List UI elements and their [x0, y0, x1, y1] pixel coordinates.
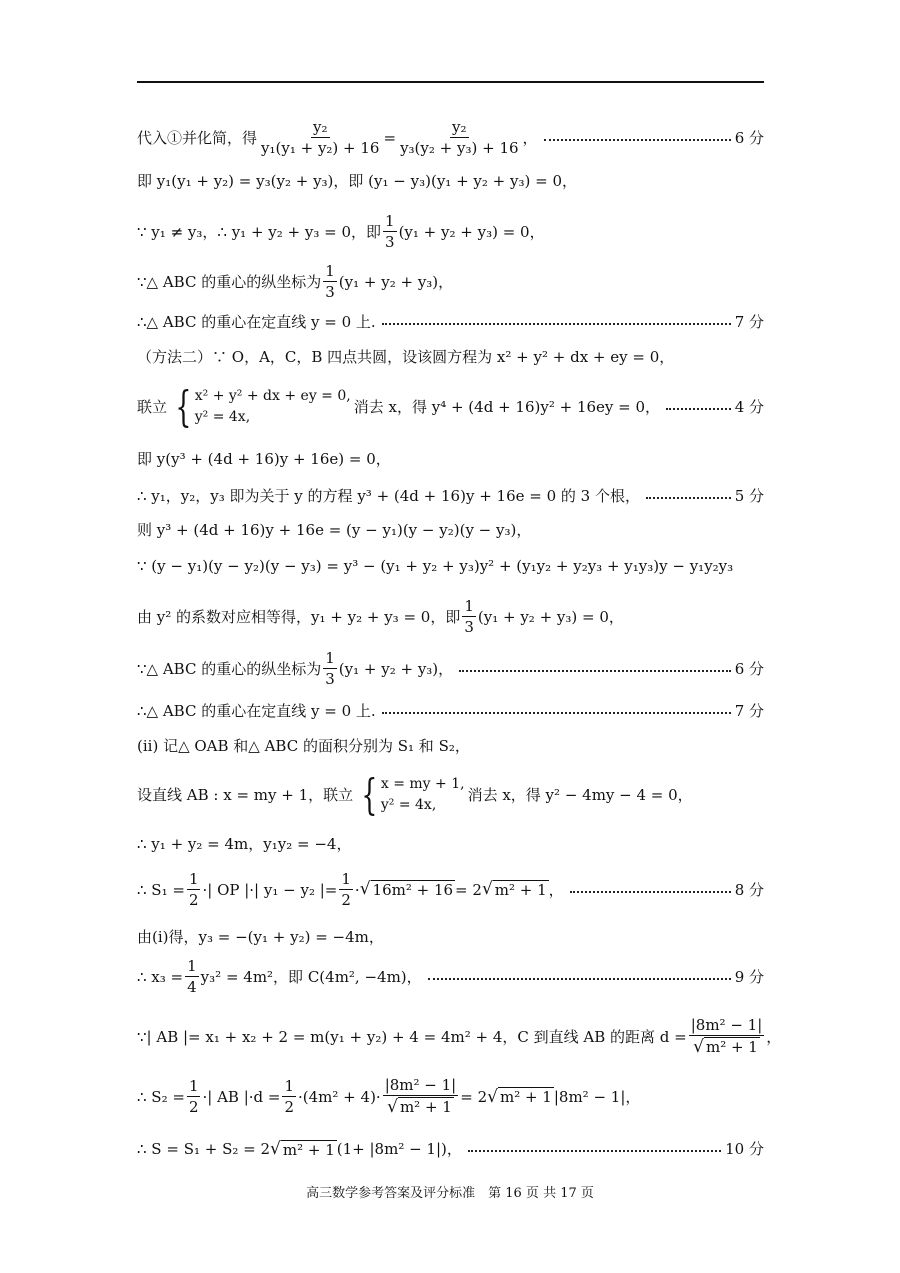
system-row: x = my + 1, — [380, 776, 465, 793]
fraction-one-half — [339, 870, 353, 909]
radical-icon: √ — [387, 1097, 398, 1117]
text-l14: ∴△ ABC 的重心在定直线 y = 0 上. — [137, 702, 376, 720]
line-2 — [137, 172, 764, 190]
dot-leader — [666, 408, 731, 410]
text-l19: 由(i)得，y₃ = −(y₁ + y₂) = −4m， — [137, 928, 384, 946]
text-l7-prefix: 联立 — [137, 398, 168, 416]
frac-num: |8m² − 1| — [690, 1016, 763, 1034]
radical-icon: √ — [270, 1139, 281, 1159]
text-l13a: ∵△ ABC 的重心的纵坐标为 — [137, 659, 322, 678]
fraction-distance — [383, 1076, 459, 1117]
text-l4a: ∵△ ABC 的重心的纵坐标为 — [137, 272, 322, 291]
score-mark: 6 分 — [734, 128, 764, 147]
fraction-f1 — [259, 118, 381, 157]
frac-num: 1 — [385, 212, 395, 230]
text-l22d: = 2 — [460, 1087, 488, 1106]
frac-den: 3 — [464, 618, 474, 636]
radicand: m² + 1 — [494, 881, 547, 899]
line-7 — [137, 382, 764, 431]
text-l18c: · — [354, 880, 360, 899]
text-l21a: ∵| AB |= x₁ + x₂ + 2 = m(y₁ + y₂) + 4 = 4m² + 4，C 到直线 AB 的距离 d = — [137, 1027, 687, 1046]
text-l10: 则 y³ + (4d + 16)y + 16e = (y − y₁)(y − y₂)(y − y₃)， — [137, 521, 532, 539]
brace-icon: { — [175, 382, 192, 431]
radicand: m² + 1 — [282, 1140, 335, 1159]
dot-leader — [382, 712, 731, 714]
radicand: m² + 1 — [499, 1088, 552, 1107]
text-l16-suffix: 消去 x，得 y² − 4my − 4 = 0， — [467, 786, 693, 804]
frac-num: y₂ — [452, 118, 467, 136]
line-10 — [137, 521, 764, 539]
frac-num: |8m² − 1| — [384, 1076, 457, 1094]
text-l9: ∴ y₁，y₂，y₃ 即为关于 y 的方程 y³ + (4d + 16)y + 16e = 0 的 3 个根， — [137, 487, 640, 505]
frac-den: 2 — [284, 1098, 295, 1117]
page-footer: 高三数学参考答案及评分标准 第 16 页 共 17 页 — [306, 1186, 594, 1201]
line-21 — [137, 1016, 782, 1057]
score-mark: 4 分 — [734, 398, 764, 416]
text-l6: （方法二）∵ O，A，C，B 四点共圆，设该圆方程为 x² + y² + dx + ey = 0， — [137, 348, 675, 366]
line-18 — [137, 870, 764, 909]
text-l21b: ， — [766, 1027, 782, 1046]
line-11 — [137, 557, 764, 575]
text-l23b: (1+ |8m² − 1|)， — [336, 1140, 462, 1159]
line-20 — [137, 957, 764, 996]
dot-leader — [382, 323, 731, 325]
text-l18e: ， — [548, 880, 564, 899]
line-1 — [137, 118, 764, 157]
text-l8: 即 y(y³ + (4d + 16)y + 16e) = 0， — [137, 450, 391, 468]
frac-num: y₂ — [313, 118, 328, 136]
frac-num: 1 — [325, 649, 335, 667]
frac-num: 1 — [284, 1077, 295, 1096]
line-12 — [137, 597, 764, 636]
system-row: y² = 4x, — [194, 409, 251, 425]
system-row: y² = 4x, — [380, 797, 437, 813]
frac-num: 1 — [187, 957, 197, 975]
line-13 — [137, 649, 764, 688]
line-15 — [137, 737, 764, 755]
equals-sign: = — [383, 128, 397, 147]
radicand: 16m² + 16 — [372, 881, 454, 899]
text-l17: ∴ y₁ + y₂ = 4m，y₁y₂ = −4， — [137, 835, 352, 853]
dot-leader — [544, 139, 731, 141]
frac-den: y₃(y₂ + y₃) + 16 — [400, 139, 519, 157]
text-l16-prefix: 设直线 AB : x = my + 1，联立 — [137, 786, 354, 804]
text-l11: ∵ (y − y₁)(y − y₂)(y − y₃) = y³ − (y₁ + y₂ + y₃)y² + (y₁y₂ + y₂y₃ + y₁y₃)y − y₁y₂y₃ — [137, 557, 734, 575]
score-mark: 7 分 — [734, 702, 764, 720]
system-row: x² + y² + dx + ey = 0, — [194, 388, 351, 405]
text-l1-prefix: 代入①并化简，得 — [137, 128, 258, 147]
dot-leader — [646, 497, 731, 499]
line-14 — [137, 702, 764, 720]
text-l20a: ∴ x₃ = — [137, 967, 184, 986]
dot-leader — [428, 978, 731, 980]
score-mark: 5 分 — [734, 487, 764, 505]
radical-icon: √ — [487, 1086, 498, 1107]
frac-num: 1 — [464, 597, 474, 615]
text-l5: ∴△ ABC 的重心在定直线 y = 0 上. — [137, 313, 376, 331]
text-l7-suffix: 消去 x，得 y⁴ + (4d + 16)y² + 16ey = 0， — [353, 398, 661, 416]
score-mark: 8 分 — [734, 880, 764, 899]
frac-den: 4 — [187, 978, 197, 996]
fraction-distance — [689, 1016, 765, 1057]
frac-num: 1 — [188, 1077, 199, 1096]
text-l22a: ∴ S₂ = — [137, 1087, 185, 1106]
frac-num: 1 — [188, 870, 199, 888]
text-l15: (ii) 记△ OAB 和△ ABC 的面积分别为 S₁ 和 S₂， — [137, 737, 470, 755]
frac-den: 3 — [385, 233, 395, 251]
line-6 — [137, 348, 764, 366]
fraction-f2 — [398, 118, 520, 157]
radical-icon: √ — [359, 879, 371, 900]
line-22 — [137, 1076, 764, 1117]
line-5 — [137, 313, 764, 331]
fraction-one-third — [323, 262, 337, 301]
text-l3a: ∵ y₁ ≠ y₃，∴ y₁ + y₂ + y₃ = 0，即 — [137, 222, 382, 241]
frac-den: 2 — [188, 891, 199, 909]
fraction-one-third — [383, 212, 397, 251]
text-l22e: |8m² − 1|， — [553, 1087, 641, 1106]
frac-den: 2 — [188, 1098, 199, 1117]
dot-leader — [570, 891, 731, 893]
text-l4b: (y₁ + y₂ + y₃)， — [338, 272, 454, 291]
frac-num: 1 — [341, 870, 351, 888]
frac-den: 3 — [325, 283, 335, 301]
frac-den: y₁(y₁ + y₂) + 16 — [261, 139, 380, 157]
equation-system — [356, 770, 465, 819]
text-l12a: 由 y² 的系数对应相等得，y₁ + y₂ + y₃ = 0，即 — [137, 607, 461, 626]
line-19 — [137, 928, 764, 946]
line-3 — [137, 212, 764, 251]
text-l20b: y₃² = 4m²，即 C(4m², −4m)， — [200, 967, 422, 986]
fraction-one-half — [187, 870, 201, 909]
dot-leader — [468, 1150, 721, 1152]
radicand: m² + 1 — [399, 1098, 452, 1116]
line-17 — [137, 835, 764, 853]
text-l18d: = 2 — [455, 880, 482, 899]
text-l2: 即 y₁(y₁ + y₂) = y₃(y₂ + y₃)，即 (y₁ − y₃)(y₁ + y₂ + y₃) = 0， — [137, 172, 577, 190]
text-l18a: ∴ S₁ = — [137, 880, 185, 899]
line-8 — [137, 450, 764, 468]
radical-icon: √ — [693, 1037, 704, 1057]
fraction-one-half — [282, 1077, 296, 1116]
radicand: m² + 1 — [705, 1038, 758, 1056]
brace-icon: { — [361, 770, 378, 819]
fraction-one-third — [462, 597, 476, 636]
frac-num: 1 — [325, 262, 335, 280]
radical-icon: √ — [481, 879, 493, 900]
score-mark: 10 分 — [725, 1140, 764, 1159]
text-l23a: ∴ S = S₁ + S₂ = 2 — [137, 1140, 271, 1159]
fraction-one-quarter — [185, 957, 199, 996]
line-4 — [137, 262, 764, 301]
line-9 — [137, 487, 764, 505]
score-mark: 6 分 — [734, 659, 764, 678]
dot-leader — [459, 670, 731, 672]
score-mark: 9 分 — [734, 967, 764, 986]
line-23 — [137, 1139, 764, 1159]
text-l3b: (y₁ + y₂ + y₃) = 0， — [398, 222, 545, 241]
frac-den: 3 — [325, 670, 335, 688]
text-l18b: ·| OP |·| y₁ − y₂ |= — [202, 880, 338, 899]
text-l13b: (y₁ + y₂ + y₃)， — [338, 659, 454, 678]
text-l12b: (y₁ + y₂ + y₃) = 0， — [477, 607, 624, 626]
header-rule — [137, 81, 764, 83]
fraction-one-half — [187, 1077, 201, 1116]
text-l22b: ·| AB |·d = — [202, 1087, 281, 1106]
frac-den: 2 — [341, 891, 351, 909]
comma: ， — [522, 128, 538, 147]
equation-system — [170, 382, 351, 431]
fraction-one-third — [323, 649, 337, 688]
text-l22c: ·(4m² + 4)· — [298, 1087, 381, 1106]
score-mark: 7 分 — [734, 313, 764, 331]
line-16 — [137, 770, 764, 819]
